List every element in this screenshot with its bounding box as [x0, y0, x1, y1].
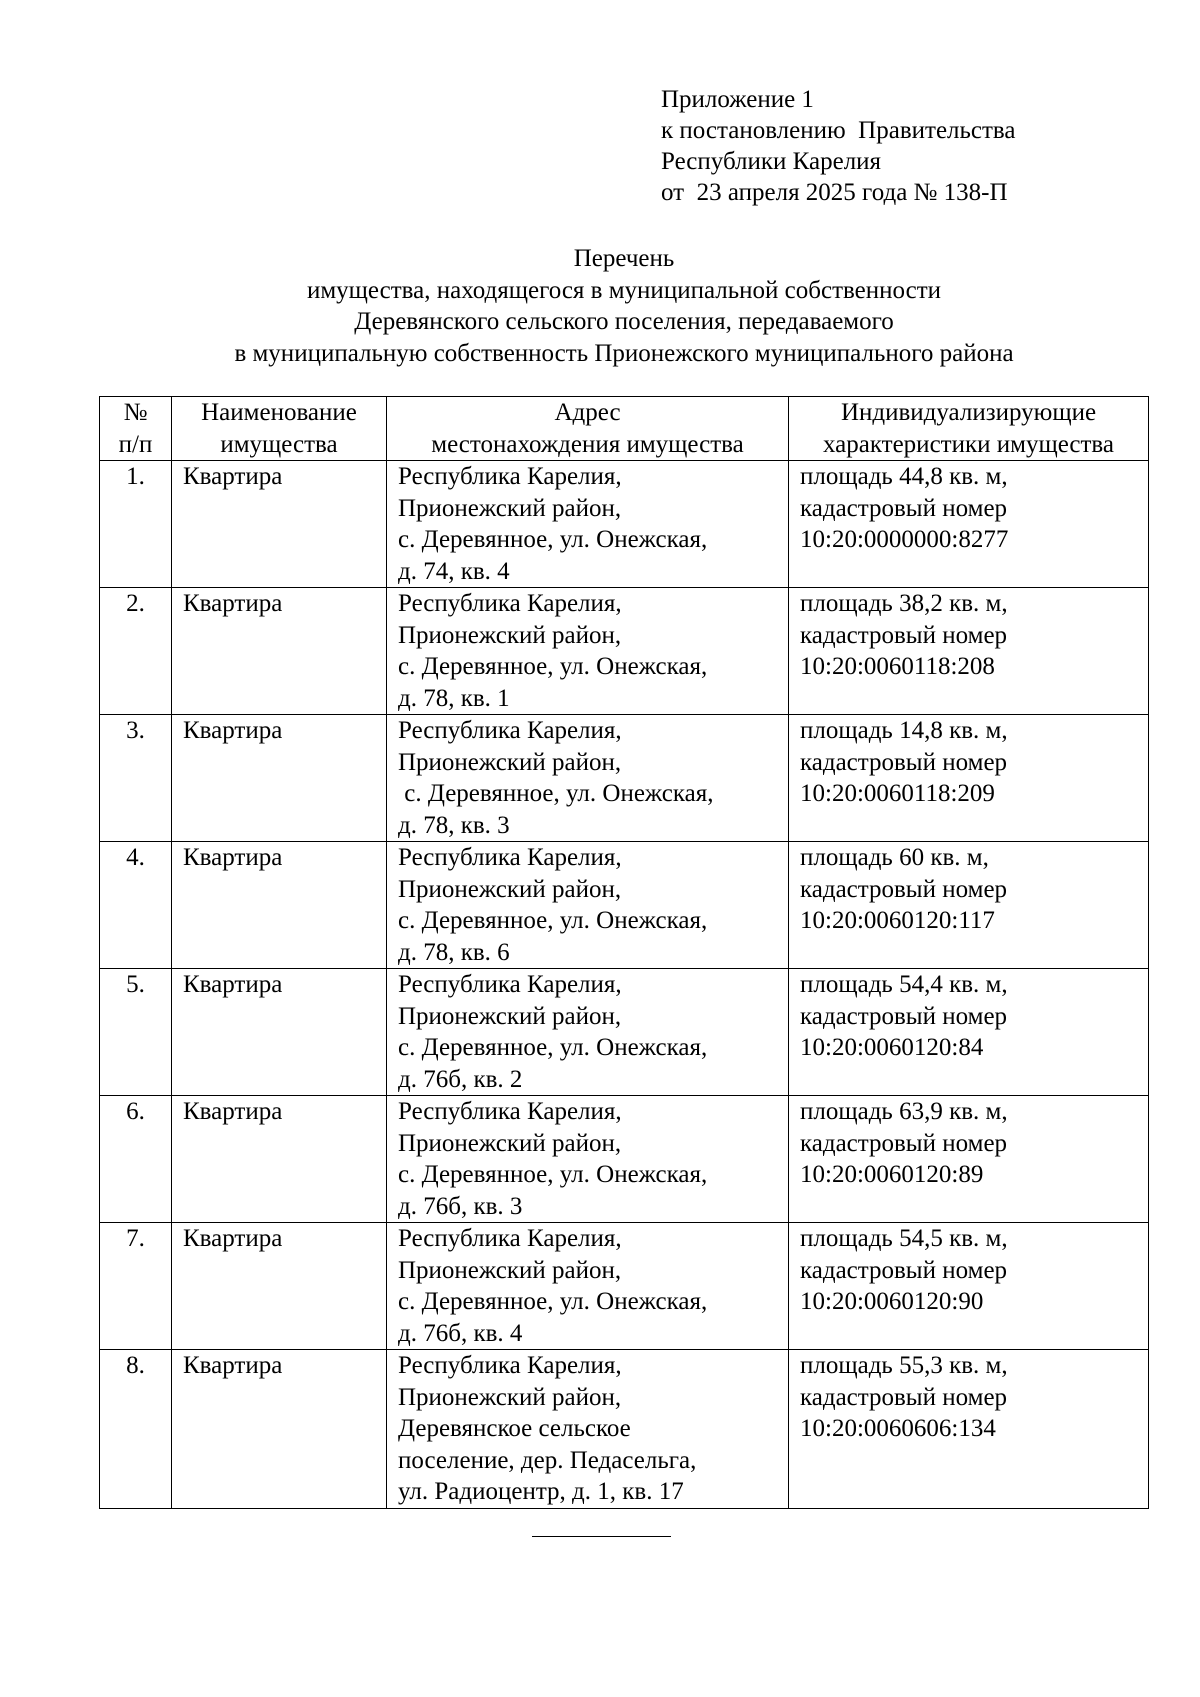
- property-address: [387, 461, 789, 588]
- characteristics-line: кадастровый номер: [800, 748, 1008, 776]
- address-line: д. 76б, кв. 2: [398, 1065, 523, 1093]
- address-line: д. 78, кв. 3: [398, 811, 510, 839]
- address-line: д. 78, кв. 1: [398, 684, 510, 712]
- characteristics-line: площадь 54,5 кв. м,: [800, 1225, 1008, 1252]
- characteristics-line: кадастровый номер: [800, 1002, 1008, 1030]
- row-number: 7.: [100, 1223, 172, 1350]
- characteristics-line: площадь 38,2 кв. м,: [800, 590, 1008, 617]
- row-number: 6.: [100, 1096, 172, 1223]
- property-characteristics: [789, 842, 1149, 969]
- address-line: Республика Карелия,: [398, 844, 622, 871]
- row-number: 4.: [100, 842, 172, 969]
- attachment-line-2: к постановлению Правительства: [661, 117, 1016, 144]
- characteristics-line: кадастровый номер: [800, 494, 1008, 522]
- table-body: [100, 461, 1149, 1509]
- header-num-line: п/п: [118, 430, 153, 458]
- address-line: с. Деревянное, ул. Онежская,: [398, 653, 708, 680]
- property-table: [99, 396, 1149, 1509]
- address-line: Республика Карелия,: [398, 1098, 622, 1125]
- address-line: с. Деревянное, ул. Онежская,: [398, 1161, 708, 1188]
- attachment-line-4: от 23 апреля 2025 года № 138-П: [661, 179, 1008, 206]
- characteristics-line: 10:20:0060118:209: [800, 780, 995, 807]
- header-characteristics: [789, 397, 1149, 461]
- address-line: Прионежский район,: [398, 1002, 622, 1030]
- characteristics-line: площадь 54,4 кв. м,: [800, 971, 1008, 998]
- characteristics-line: 10:20:0060606:134: [800, 1415, 996, 1442]
- characteristics-line: площадь 14,8 кв. м,: [800, 717, 1008, 744]
- property-characteristics: [789, 1223, 1149, 1350]
- characteristics-line: площадь 55,3 кв. м,: [800, 1352, 1008, 1379]
- property-name: Квартира: [172, 715, 387, 842]
- address-line: с. Деревянное, ул. Онежская,: [398, 526, 708, 553]
- address-line: Республика Карелия,: [398, 590, 622, 617]
- property-address: [387, 1223, 789, 1350]
- address-line: д. 74, кв. 4: [398, 557, 510, 585]
- address-line: Деревянское сельское: [398, 1415, 631, 1442]
- table-row: [100, 969, 1149, 1096]
- characteristics-line: площадь 44,8 кв. м,: [800, 463, 1008, 490]
- property-characteristics: [789, 1096, 1149, 1223]
- attachment-heading: [661, 84, 1181, 208]
- address-line: с. Деревянное, ул. Онежская,: [398, 907, 708, 934]
- property-address: [387, 588, 789, 715]
- characteristics-line: кадастровый номер: [800, 1383, 1008, 1411]
- table-row: [100, 715, 1149, 842]
- attachment-line-1: Приложение 1: [661, 86, 814, 113]
- characteristics-line: площадь 63,9 кв. м,: [800, 1098, 1008, 1125]
- characteristics-line: 10:20:0060120:84: [800, 1034, 984, 1061]
- address-line: д. 76б, кв. 4: [398, 1319, 523, 1347]
- address-line: Республика Карелия,: [398, 1352, 622, 1379]
- table-row: [100, 842, 1149, 969]
- address-line: с. Деревянное, ул. Онежская,: [398, 780, 714, 807]
- header-num-line: №: [123, 399, 148, 426]
- address-line: ул. Радиоцентр, д. 1, кв. 17: [398, 1478, 684, 1505]
- property-name: Квартира: [172, 1096, 387, 1223]
- property-name: Квартира: [172, 969, 387, 1096]
- address-line: Республика Карелия,: [398, 1225, 622, 1252]
- address-line: Республика Карелия,: [398, 463, 622, 490]
- header-name: [172, 397, 387, 461]
- property-address: [387, 1350, 789, 1509]
- title-line-2: имущества, находящегося в муниципальной собственности: [306, 276, 942, 304]
- characteristics-line: кадастровый номер: [800, 1256, 1008, 1284]
- document-title: [0, 243, 1200, 369]
- header-address-line: местонахождения имущества: [431, 430, 744, 458]
- address-line: Прионежский район,: [398, 1129, 622, 1157]
- row-number: 3.: [100, 715, 172, 842]
- table-row: [100, 1096, 1149, 1223]
- address-line: Прионежский район,: [398, 494, 622, 522]
- characteristics-line: 10:20:0060120:89: [800, 1161, 984, 1188]
- header-name-line: имущества: [220, 430, 338, 458]
- row-number: 2.: [100, 588, 172, 715]
- property-characteristics: [789, 715, 1149, 842]
- property-address: [387, 842, 789, 969]
- property-characteristics: [789, 588, 1149, 715]
- characteristics-line: площадь 60 кв. м,: [800, 844, 989, 871]
- table-row: [100, 461, 1149, 588]
- address-line: поселение, дер. Педасельга,: [398, 1446, 697, 1474]
- row-number: 1.: [100, 461, 172, 588]
- property-name: Квартира: [172, 842, 387, 969]
- address-line: Прионежский район,: [398, 875, 622, 903]
- table-row: [100, 1350, 1149, 1509]
- property-address: [387, 715, 789, 842]
- address-line: Республика Карелия,: [398, 971, 622, 998]
- address-line: Республика Карелия,: [398, 717, 622, 744]
- address-line: с. Деревянное, ул. Онежская,: [398, 1288, 708, 1315]
- header-name-line: Наименование: [201, 399, 357, 426]
- header-address-line: Адрес: [554, 399, 621, 426]
- title-line-3: Деревянского сельского поселения, передаваемого: [354, 308, 894, 335]
- property-name: Квартира: [172, 1223, 387, 1350]
- characteristics-line: кадастровый номер: [800, 621, 1008, 649]
- table-header-row: [100, 397, 1149, 461]
- header-characteristics-line: характеристики имущества: [822, 430, 1114, 458]
- property-name: Квартира: [172, 461, 387, 588]
- characteristics-line: 10:20:0000000:8277: [800, 526, 1009, 553]
- property-address: [387, 969, 789, 1096]
- property-name: Квартира: [172, 588, 387, 715]
- property-name: Квартира: [172, 1350, 387, 1509]
- header-num: [100, 397, 172, 461]
- address-line: д. 78, кв. 6: [398, 938, 510, 966]
- end-divider: [532, 1536, 671, 1537]
- characteristics-line: 10:20:0060120:117: [800, 907, 995, 934]
- property-characteristics: [789, 969, 1149, 1096]
- characteristics-line: кадастровый номер: [800, 1129, 1008, 1157]
- address-line: Прионежский район,: [398, 621, 622, 649]
- property-characteristics: [789, 1350, 1149, 1509]
- address-line: с. Деревянное, ул. Онежская,: [398, 1034, 708, 1061]
- table-row: [100, 1223, 1149, 1350]
- characteristics-line: кадастровый номер: [800, 875, 1008, 903]
- title-line-1: Перечень: [573, 245, 675, 272]
- characteristics-line: 10:20:0060120:90: [800, 1288, 984, 1315]
- address-line: Прионежский район,: [398, 1383, 622, 1411]
- row-number: 8.: [100, 1350, 172, 1509]
- property-address: [387, 1096, 789, 1223]
- attachment-line-3: Республики Карелия: [661, 148, 882, 175]
- row-number: 5.: [100, 969, 172, 1096]
- header-address: [387, 397, 789, 461]
- property-characteristics: [789, 461, 1149, 588]
- address-line: Прионежский район,: [398, 748, 622, 776]
- address-line: д. 76б, кв. 3: [398, 1192, 523, 1220]
- address-line: Прионежский район,: [398, 1256, 622, 1284]
- characteristics-line: 10:20:0060118:208: [800, 653, 995, 680]
- title-line-4: в муниципальную собственность Прионежского муниципального района: [234, 339, 1014, 367]
- header-characteristics-line: Индивидуализирующие: [840, 399, 1097, 426]
- table-row: [100, 588, 1149, 715]
